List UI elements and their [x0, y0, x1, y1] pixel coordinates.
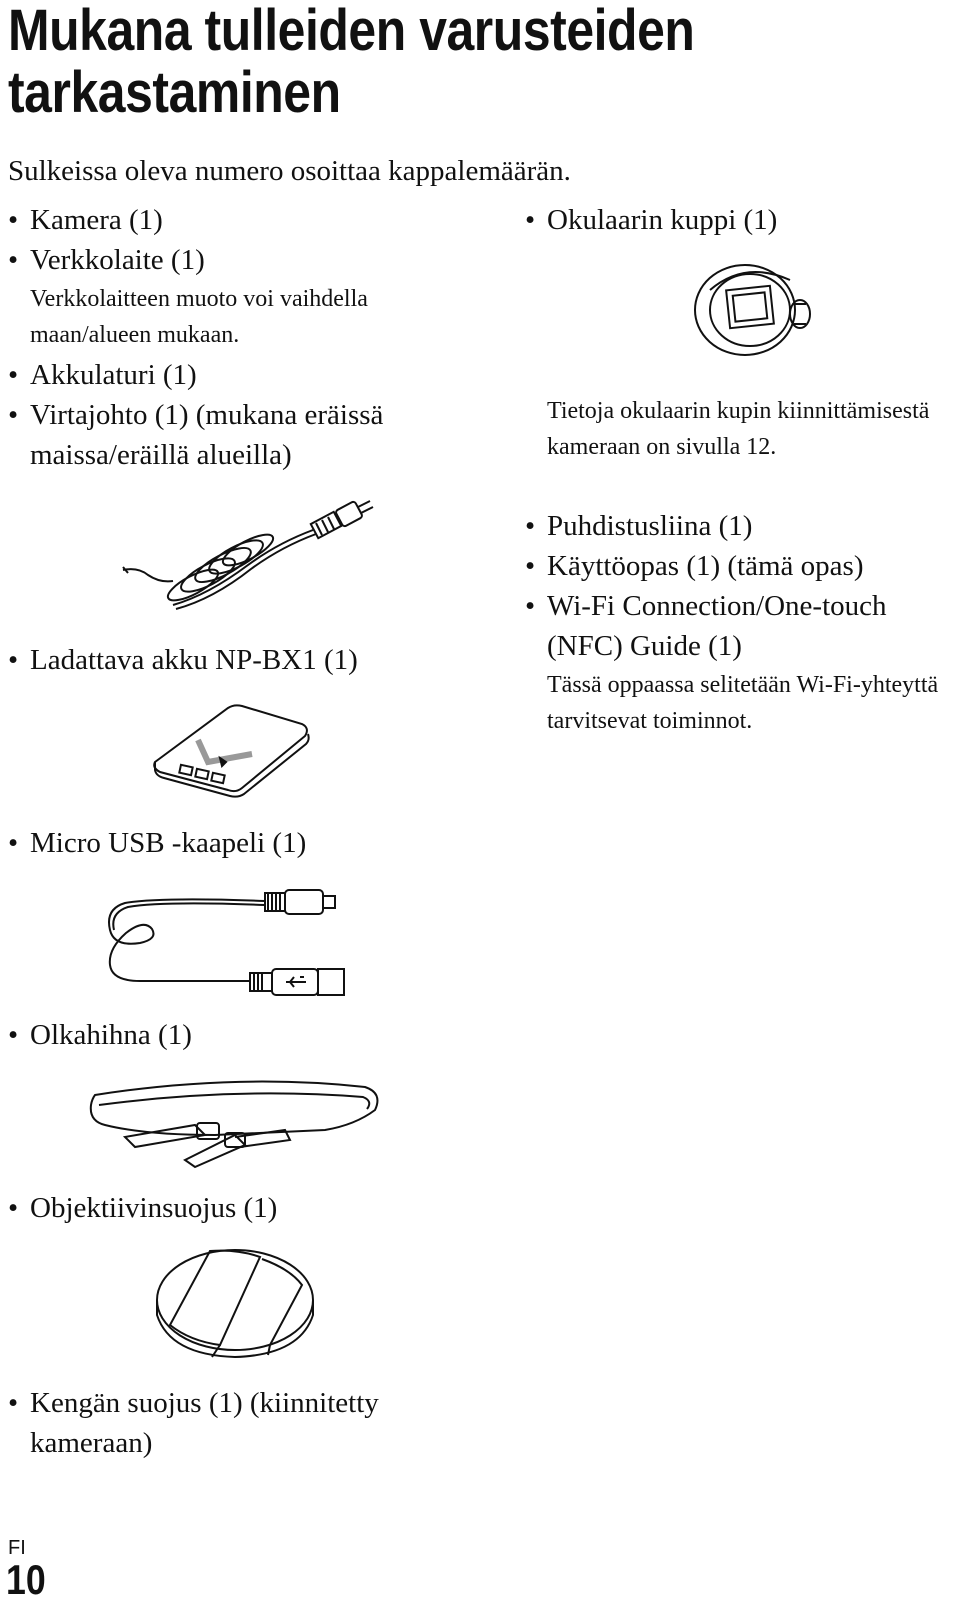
bullet: •: [8, 1019, 19, 1051]
item-label: Wi-Fi Connection/One-touch (NFC) Guide (1): [547, 590, 887, 662]
list-item-shoe-cap: [8, 1383, 460, 1463]
language-code: FI: [8, 1537, 26, 1559]
bullet: •: [525, 510, 536, 542]
item-label: Ladattava akku NP-BX1 (1): [30, 644, 358, 676]
page-title: Mukana tulleiden varusteiden tarkastaminen: [8, 0, 695, 125]
list-item-shoulder-strap: [8, 1015, 192, 1055]
list-item-eyepiece-cup: [525, 200, 777, 240]
bullet: •: [8, 399, 19, 431]
item-note: Tietoja okulaarin kupin kiinnittämisestä kameraan on sivulla 12.: [547, 398, 930, 460]
shoulder-strap-illustration: [85, 1075, 385, 1170]
list-item-lens-cap: [8, 1188, 277, 1228]
list-item-wifi-guide: [525, 586, 960, 666]
item-label: Okulaarin kuppi (1): [547, 204, 778, 236]
bullet: •: [525, 204, 536, 236]
bullet: •: [8, 644, 19, 676]
item-label: Verkkolaite (1): [30, 244, 205, 276]
list-item-instruction-manual: [525, 546, 863, 586]
item-note: Tässä oppaassa selitetään Wi-Fi-yhteyttä tarvitsevat toiminnot.: [547, 672, 939, 734]
item-note: Verkkolaitteen muoto voi vaihdella maan/alueen mukaan.: [30, 286, 368, 348]
list-item-ac-adaptor: [8, 240, 205, 280]
item-label: Kengän suojus (1) (kiinnitetty kameraan): [30, 1387, 379, 1459]
bullet: •: [525, 590, 536, 622]
intro-text: Sulkeissa oleva numero osoittaa kappalemäärän.: [8, 155, 571, 187]
item-label: Virtajohto (1) (mukana eräissä maissa/eräillä alueilla): [30, 399, 384, 471]
power-cord-illustration: [118, 495, 378, 620]
bullet: •: [8, 827, 19, 859]
list-item-battery-charger: [8, 355, 197, 395]
battery-illustration: [150, 700, 315, 800]
bullet: •: [8, 204, 19, 236]
bullet: •: [8, 1387, 19, 1419]
usb-cable-illustration: [100, 885, 350, 1000]
item-label: Käyttöopas (1) (tämä opas): [547, 550, 864, 582]
list-item-rechargeable-battery: [8, 640, 358, 680]
list-item-micro-usb-cable: [8, 823, 306, 863]
bullet: •: [525, 550, 536, 582]
item-label: Puhdistusliina (1): [547, 510, 753, 542]
bullet: •: [8, 1192, 19, 1224]
list-item-cleaning-cloth: [525, 506, 752, 546]
item-label: Olkahihna (1): [30, 1019, 192, 1051]
item-label: Akkulaturi (1): [30, 359, 197, 391]
lens-cap-illustration: [150, 1245, 320, 1365]
list-item-power-cord: [8, 395, 460, 475]
bullet: •: [8, 244, 19, 276]
list-item-camera: [8, 200, 163, 240]
eyepiece-cup-illustration: [690, 260, 820, 370]
item-label: Objektiivinsuojus (1): [30, 1192, 278, 1224]
page-number: 10: [6, 1556, 46, 1603]
bullet: •: [8, 359, 19, 391]
item-label: Micro USB -kaapeli (1): [30, 827, 307, 859]
item-label: Kamera (1): [30, 204, 163, 236]
